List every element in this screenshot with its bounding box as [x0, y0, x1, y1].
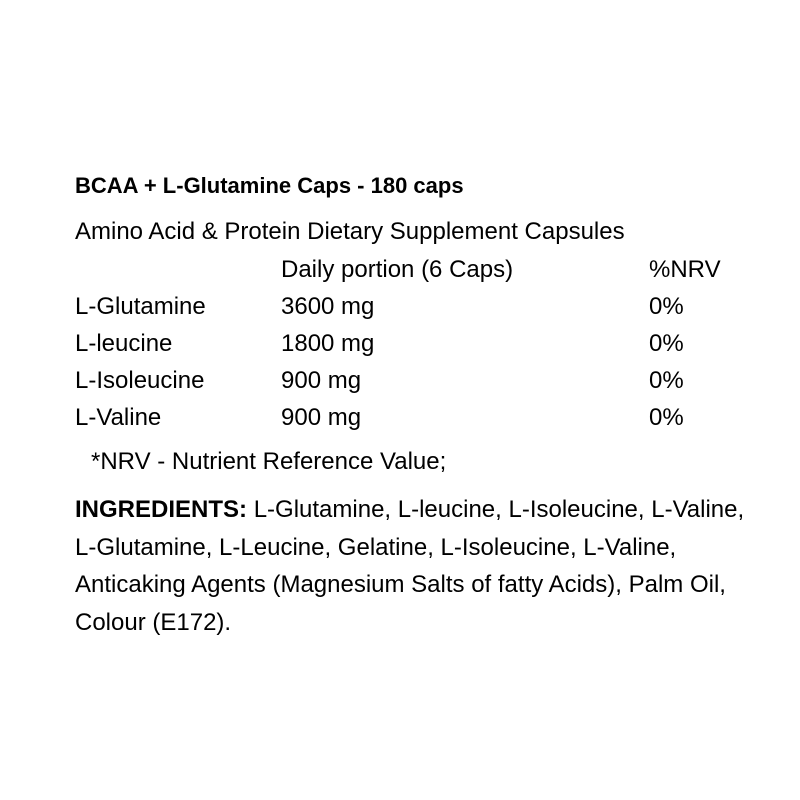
nrv-footnote: *NRV - Nutrient Reference Value;	[91, 448, 447, 475]
table-row	[75, 325, 749, 362]
nutrient-nrv: 0%	[649, 293, 684, 320]
nutrient-amount: 1800 mg	[281, 330, 375, 357]
ingredients-text: L-Glutamine, L-leucine, L-Isoleucine, L-Valine, L-Glutamine, L-Leucine, Gelatine, L-Isoleucine, L-Valine, Anticaking Agents (Magnesium Salts of fatty Acids), Palm Oil, Colour (E172).	[75, 496, 745, 636]
table-row	[75, 399, 749, 436]
product-title: BCAA + L-Glutamine Caps - 180 caps	[75, 173, 464, 198]
nutrient-name: L-leucine	[75, 330, 173, 357]
nutrient-name: L-Glutamine	[75, 293, 206, 320]
nutrient-amount: 900 mg	[281, 367, 362, 394]
header-nrv: %NRV	[649, 256, 721, 283]
table-row	[75, 362, 749, 399]
header-name	[75, 251, 281, 288]
nutrient-name: L-Valine	[75, 404, 162, 431]
table-header-row	[75, 251, 749, 288]
header-daily-portion: Daily portion (6 Caps)	[281, 256, 514, 283]
nutrient-amount: 3600 mg	[281, 293, 375, 320]
nutrient-nrv: 0%	[649, 367, 684, 394]
table-row	[75, 288, 749, 325]
nutrient-nrv: 0%	[649, 404, 684, 431]
product-subtitle: Amino Acid & Protein Dietary Supplement Capsules	[75, 218, 625, 245]
ingredients-label: INGREDIENTS:	[75, 496, 248, 523]
nutrient-name: L-Isoleucine	[75, 367, 205, 394]
label-content	[75, 172, 765, 641]
ingredients-paragraph	[75, 491, 765, 641]
nutrition-table	[75, 251, 749, 436]
nutrient-amount: 900 mg	[281, 404, 362, 431]
nutrient-nrv: 0%	[649, 330, 684, 357]
